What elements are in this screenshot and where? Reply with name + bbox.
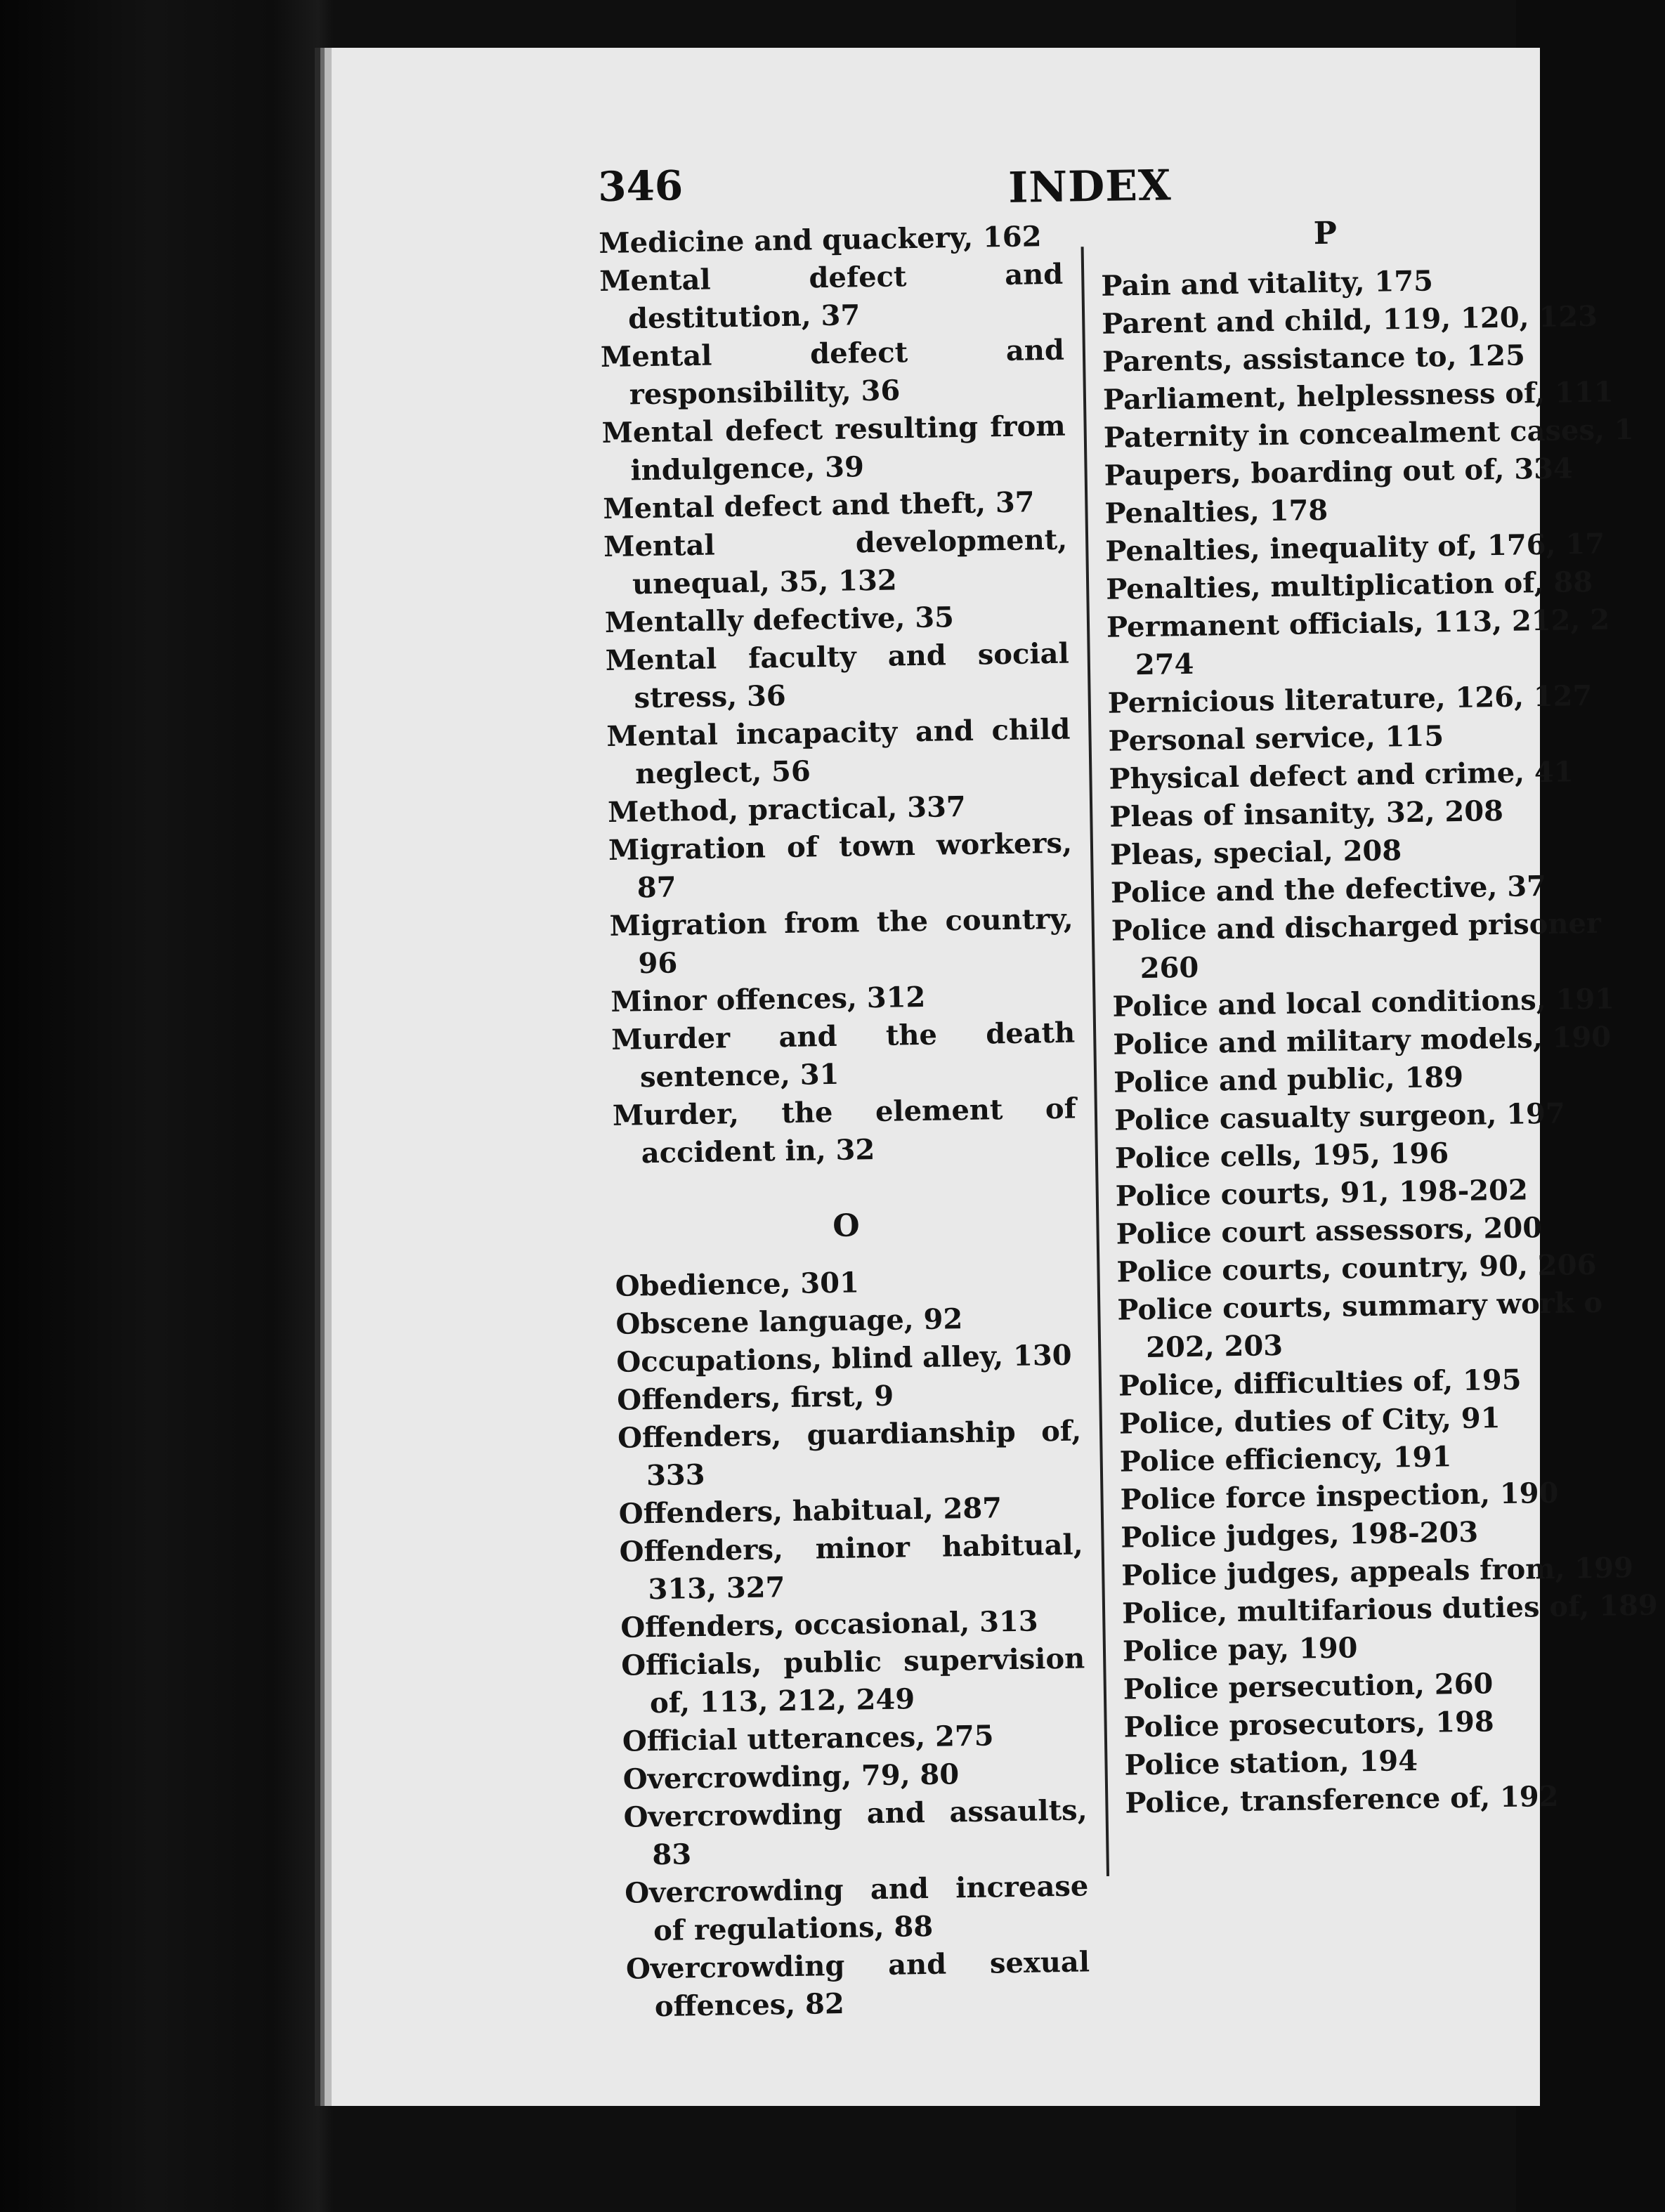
page-number: 346 — [597, 162, 684, 211]
index-entry: Parents, assistance to, 125 — [1102, 339, 1526, 379]
index-entry: Parent and child, 119, 120, 123 — [1101, 299, 1598, 341]
section-letter-o: O — [832, 1208, 860, 1245]
index-entry: Police courts, summary work o — [1116, 1285, 1603, 1327]
index-entry: Officials, public supervision of, 113, 212, 249 — [620, 1642, 1085, 1720]
index-entry: Police courts, country, 90, 206 — [1116, 1248, 1597, 1289]
index-entry: Pernicious literature, 126, 127 — [1107, 679, 1593, 720]
index-entry: Offenders, guardianship of, 333 — [617, 1414, 1082, 1493]
index-entry: Offenders, occasional, 313 — [620, 1604, 1039, 1644]
index-entry: Occupations, blind alley, 130 — [616, 1338, 1072, 1379]
index-entry: Paternity in concealment cases, 1 — [1103, 412, 1634, 454]
index-entry: Medicine and quackery, 162 — [599, 220, 1042, 261]
index-entry: Physical defect and crime, 41 — [1109, 755, 1574, 796]
index-entry: Obedience, 301 — [615, 1266, 860, 1303]
index-entry: Police, transference of, 192 — [1125, 1779, 1559, 1820]
page-content — [332, 29, 1659, 2106]
index-column-left — [599, 218, 1090, 2027]
index-entry: Police, duties of City, 91 — [1118, 1401, 1501, 1441]
index-entry: Police and discharged prisoner — [1111, 906, 1602, 948]
index-entry: Mental incapacity and child neglect, 56 — [606, 712, 1071, 791]
index-entry: Overcrowding and assaults, 83 — [623, 1793, 1088, 1872]
index-entry: Penalties, inequality of, 176, 17 — [1105, 527, 1605, 568]
index-entry: Overcrowding and sexual offences, 82 — [625, 1945, 1090, 2024]
index-entry: Mental defect and destitution, 37 — [599, 257, 1064, 336]
index-entry: Police cells, 195, 196 — [1114, 1137, 1449, 1175]
section-letter-p: P — [1313, 215, 1338, 252]
index-entry: Offenders, first, 9 — [616, 1379, 894, 1417]
index-entry: Police prosecutors, 198 — [1123, 1705, 1495, 1744]
index-entry: Mental faculty and social stress, 36 — [605, 636, 1070, 715]
index-entry: Mental defect and theft, 37 — [602, 485, 1035, 526]
index-entry-continuation: 260 — [1140, 950, 1199, 986]
index-entry: Overcrowding and increase of regulations, 88 — [624, 1869, 1089, 1948]
index-entry: Mentally defective, 35 — [604, 601, 955, 639]
index-entry: Police, difficulties of, 195 — [1118, 1363, 1522, 1403]
index-entry: Police pay, 190 — [1122, 1631, 1358, 1668]
index-entry-continuation: 202, 203 — [1145, 1328, 1284, 1365]
index-entry: Migration from the country, 96 — [609, 902, 1073, 981]
index-entry: Minor offences, 312 — [610, 980, 926, 1019]
index-entry: Police, multifarious duties of, 189 — [1121, 1588, 1659, 1630]
index-entry: Personal service, 115 — [1108, 719, 1444, 758]
index-entry: Police persecution, 260 — [1123, 1667, 1494, 1706]
index-entry: Offenders, minor habitual, 313, 327 — [619, 1528, 1083, 1606]
index-entry: Police courts, 91, 198-202 — [1115, 1173, 1529, 1213]
index-entry: Mental development, unequal, 35, 132 — [603, 523, 1068, 601]
index-entry: Police station, 194 — [1124, 1744, 1418, 1782]
index-entry: Murder and the death sentence, 31 — [610, 1016, 1076, 1094]
index-entry: Paupers, boarding out of, 334 — [1104, 452, 1574, 492]
index-entry-continuation: 274 — [1135, 647, 1194, 682]
index-entry: Overcrowding, 79, 80 — [622, 1758, 960, 1796]
index-entry: Police casualty surgeon, 197 — [1114, 1097, 1566, 1137]
index-entry: Police force inspection, 190 — [1120, 1476, 1559, 1517]
index-entry: Police and military models, 190 — [1113, 1020, 1612, 1061]
index-entry: Penalties, 178 — [1104, 493, 1328, 530]
index-entry: Mental defect resulting from indulgence, 39 — [601, 409, 1066, 487]
index-entry: Pain and vitality, 175 — [1101, 264, 1434, 303]
index-entry: Police judges, appeals from, 199 — [1121, 1551, 1634, 1592]
index-entry: Police judges, 198-203 — [1121, 1515, 1479, 1555]
index-entry: Murder, the element of accident in, 32 — [612, 1092, 1077, 1170]
book-page — [325, 48, 1659, 2106]
index-entry: Police court assessors, 200 — [1116, 1211, 1543, 1251]
index-entry: Police efficiency, 191 — [1119, 1440, 1452, 1479]
index-entry: Pleas of insanity, 32, 208 — [1109, 794, 1504, 834]
index-entry: Permanent officials, 113, 212, 2 — [1106, 603, 1610, 644]
index-column-right — [1100, 211, 1659, 1823]
index-entry: Pleas, special, 208 — [1109, 834, 1402, 872]
page-title: INDEX — [1007, 161, 1173, 213]
index-entry: Police and the defective, 37 — [1110, 869, 1547, 910]
index-entry: Offenders, habitual, 287 — [618, 1491, 1003, 1531]
index-entry: Parliament, helplessness of, 111 — [1102, 375, 1614, 417]
index-entry: Police and local conditions, 191 — [1112, 982, 1615, 1023]
index-entry: Police and public, 189 — [1113, 1060, 1464, 1099]
index-entry: Mental defect and responsibility, 36 — [600, 333, 1065, 412]
index-entry: Obscene language, 92 — [615, 1302, 963, 1341]
index-entry: Migration of town workers, 87 — [608, 826, 1073, 905]
index-entry: Method, practical, 337 — [607, 790, 967, 829]
index-entry: Penalties, multiplication of, 88 — [1105, 565, 1593, 606]
index-entry: Official utterances, 275 — [622, 1719, 994, 1758]
